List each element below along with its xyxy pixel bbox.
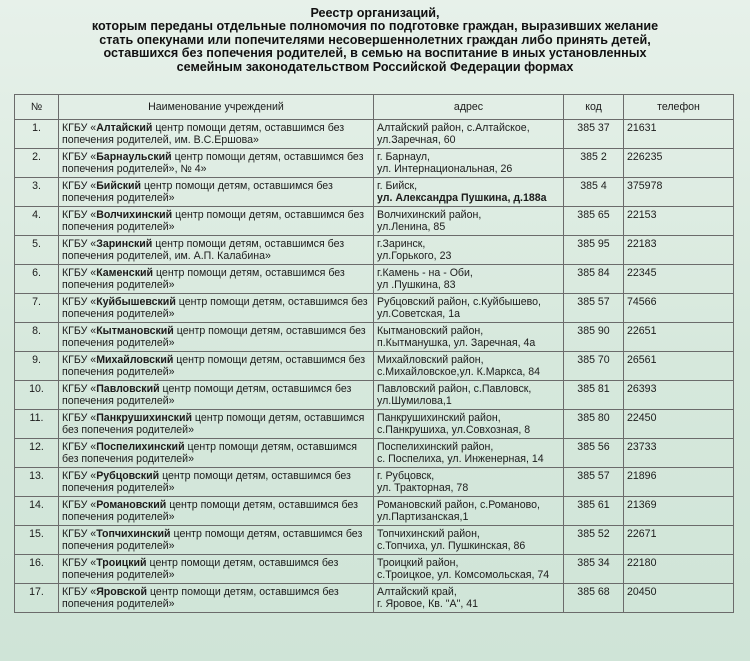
phone-number: 21369 <box>624 497 734 526</box>
org-name-prefix: КГБУ « <box>62 354 97 366</box>
org-name-prefix: КГБУ « <box>62 499 97 511</box>
phone-code: 385 70 <box>564 352 624 381</box>
org-name <box>59 236 374 265</box>
org-name-prefix: КГБУ « <box>62 267 97 279</box>
org-name-prefix: КГБУ « <box>62 209 97 221</box>
org-name <box>59 207 374 236</box>
org-name <box>59 410 374 439</box>
org-name-rest: центр помощи детям, оставшимся без попечения родителей» <box>62 586 339 611</box>
address-line-1: Романовский район, с.Романово, <box>377 499 540 511</box>
org-address <box>374 381 564 410</box>
phone-code: 385 56 <box>564 439 624 468</box>
phone-code: 385 52 <box>564 526 624 555</box>
org-name-rest: центр помощи детям, оставшимся без попечения родителей» <box>62 180 333 205</box>
phone-code: 385 80 <box>564 410 624 439</box>
title-line: Реестр организаций, <box>310 6 440 20</box>
address-line-2: ул.Шумилова,1 <box>377 395 452 408</box>
org-address <box>374 120 564 149</box>
org-name-rest: центр помощи детям, оставшимся без попечения родителей» <box>62 296 368 321</box>
org-name <box>59 468 374 497</box>
phone-number: 22183 <box>624 236 734 265</box>
org-name-district: Алтайский <box>96 122 153 134</box>
table-row <box>15 526 734 555</box>
phone-number: 22180 <box>624 555 734 584</box>
table-row <box>15 468 734 497</box>
org-name-prefix: КГБУ « <box>62 528 97 540</box>
org-name <box>59 323 374 352</box>
address-line-1: Троицкий район, <box>377 557 459 569</box>
org-address <box>374 439 564 468</box>
org-name-district: Рубцовский <box>96 470 160 482</box>
org-name-prefix: КГБУ « <box>62 180 97 192</box>
phone-number: 22651 <box>624 323 734 352</box>
org-address <box>374 178 564 207</box>
org-name-district: Бийский <box>96 180 142 192</box>
phone-number: 23733 <box>624 439 734 468</box>
org-name-prefix: КГБУ « <box>62 557 97 569</box>
org-address <box>374 526 564 555</box>
title-line: семейным законодательством Российской Федерации формах <box>176 59 574 74</box>
address-line-2: ул. Александра Пушкина, д.188а <box>377 192 547 205</box>
address-line-2: с.Топчиха, ул. Пушкинская, 86 <box>377 540 526 553</box>
address-line-1: Волчихинский район, <box>377 209 482 221</box>
org-name-prefix: КГБУ « <box>62 122 97 134</box>
phone-number: 21896 <box>624 468 734 497</box>
address-line-2: ул. Интернациональная, 26 <box>377 163 513 176</box>
org-name-rest: центр помощи детям, оставшимся без попечения родителей» <box>62 267 345 292</box>
row-number: 10. <box>15 381 59 410</box>
org-name <box>59 439 374 468</box>
address-line-2: с.Панкрушиха, ул.Совхозная, 8 <box>377 424 531 437</box>
org-address <box>374 352 564 381</box>
table-row <box>15 584 734 613</box>
phone-number: 21631 <box>624 120 734 149</box>
phone-number: 22345 <box>624 265 734 294</box>
row-number: 11. <box>15 410 59 439</box>
address-line-2: ул. Тракторная, 78 <box>377 482 469 495</box>
row-number: 15. <box>15 526 59 555</box>
org-name-district: Каменский <box>96 267 154 279</box>
org-name-district: Михайловский <box>96 354 174 366</box>
org-name-district: Романовский <box>96 499 167 511</box>
table-row <box>15 294 734 323</box>
org-name-district: Кытмановский <box>96 325 174 337</box>
address-line-2: с.Михайловское,ул. К.Маркса, 84 <box>377 366 541 379</box>
address-line-1: г.Камень - на - Оби, <box>377 267 473 279</box>
phone-code: 385 57 <box>564 294 624 323</box>
org-name-prefix: КГБУ « <box>62 238 97 250</box>
header-num: № <box>15 95 59 120</box>
address-line-1: Поспелихинский район, <box>377 441 494 453</box>
row-number: 3. <box>15 178 59 207</box>
org-name-district: Куйбышевский <box>96 296 176 308</box>
org-name-rest: центр помощи детям, оставшимся без попечения родителей», № 4» <box>62 151 364 176</box>
phone-code: 385 68 <box>564 584 624 613</box>
document-title <box>0 7 750 74</box>
org-name-rest: центр помощи детям, оставшимся без попечения родителей» <box>62 441 357 466</box>
phone-code: 385 90 <box>564 323 624 352</box>
org-name <box>59 178 374 207</box>
table-row <box>15 265 734 294</box>
table-row <box>15 555 734 584</box>
org-address <box>374 294 564 323</box>
address-line-1: Алтайский район, с.Алтайское, <box>377 122 530 134</box>
address-line-1: г.Заринск, <box>377 238 426 250</box>
row-number: 12. <box>15 439 59 468</box>
address-line-2: с.Троицкое, ул. Комсомольская, 74 <box>377 569 550 582</box>
org-name-district: Поспелихинский <box>96 441 185 453</box>
header-name: Наименование учреждений <box>59 95 374 120</box>
org-name-prefix: КГБУ « <box>62 441 97 453</box>
row-number: 4. <box>15 207 59 236</box>
org-name <box>59 497 374 526</box>
address-line-1: Панкрушихинский район, <box>377 412 501 424</box>
org-name-prefix: КГБУ « <box>62 470 97 482</box>
org-address <box>374 497 564 526</box>
phone-number: 375978 <box>624 178 734 207</box>
phone-code: 385 81 <box>564 381 624 410</box>
address-line-1: Павловский район, с.Павловск, <box>377 383 532 395</box>
org-name-prefix: КГБУ « <box>62 296 97 308</box>
table-row <box>15 497 734 526</box>
table-row <box>15 439 734 468</box>
org-address <box>374 584 564 613</box>
org-name-prefix: КГБУ « <box>62 412 97 424</box>
phone-number: 22153 <box>624 207 734 236</box>
address-line-2: ул.Горького, 23 <box>377 250 452 263</box>
org-address <box>374 555 564 584</box>
org-name-rest: центр помощи детям, оставшимся без попечения родителей» <box>62 325 366 350</box>
org-name-rest: центр помощи детям, оставшимся без попечения родителей» <box>62 557 339 582</box>
phone-code: 385 34 <box>564 555 624 584</box>
org-name-rest: центр помощи детям, оставшимся без попечения родителей, им. А.П. Калабина» <box>62 238 345 263</box>
org-address <box>374 207 564 236</box>
row-number: 9. <box>15 352 59 381</box>
org-address <box>374 236 564 265</box>
row-number: 1. <box>15 120 59 149</box>
org-name-prefix: КГБУ « <box>62 151 97 163</box>
phone-number: 20450 <box>624 584 734 613</box>
header-code: код <box>564 95 624 120</box>
phone-code: 385 65 <box>564 207 624 236</box>
org-address <box>374 149 564 178</box>
org-name-district: Волчихинский <box>96 209 173 221</box>
row-number: 17. <box>15 584 59 613</box>
address-line-2: ул.Советская, 1а <box>377 308 460 321</box>
org-name <box>59 120 374 149</box>
org-name <box>59 294 374 323</box>
table-row <box>15 323 734 352</box>
org-name-rest: центр помощи детям, оставшимся без попечения родителей» <box>62 412 365 437</box>
table-row <box>15 178 734 207</box>
phone-code: 385 2 <box>564 149 624 178</box>
phone-code: 385 84 <box>564 265 624 294</box>
phone-code: 385 57 <box>564 468 624 497</box>
phone-code: 385 37 <box>564 120 624 149</box>
address-line-1: Рубцовский район, с.Куйбышево, <box>377 296 541 308</box>
row-number: 5. <box>15 236 59 265</box>
title-line: которым переданы отдельные полномочия по подготовке граждан, выразивших желание <box>91 19 659 34</box>
table-body <box>15 120 734 613</box>
table-row <box>15 120 734 149</box>
registry-table <box>14 94 734 613</box>
org-name-rest: центр помощи детям, оставшимся без попечения родителей» <box>62 499 359 524</box>
org-name-rest: центр помощи детям, оставшимся без попечения родителей» <box>62 354 366 379</box>
row-number: 14. <box>15 497 59 526</box>
address-line-1: Кытмановский район, <box>377 325 484 337</box>
phone-number: 22671 <box>624 526 734 555</box>
org-name <box>59 352 374 381</box>
title-line: стать опекунами или попечителями несовершеннолетних граждан либо принять детей, <box>99 32 651 47</box>
org-address <box>374 410 564 439</box>
table-row <box>15 381 734 410</box>
org-name-prefix: КГБУ « <box>62 325 97 337</box>
org-name-district: Яровской <box>96 586 148 598</box>
org-name-district: Панкрушихинский <box>96 412 192 424</box>
table-header-row <box>15 95 734 120</box>
phone-code: 385 4 <box>564 178 624 207</box>
org-name-rest: центр помощи детям, оставшимся без попечения родителей» <box>62 209 364 234</box>
address-line-2: ул.Партизанская,1 <box>377 511 469 524</box>
org-name-rest: центр помощи детям, оставшимся без попечения родителей» <box>62 470 351 495</box>
org-name-rest: центр помощи детям, оставшимся без попечения родителей» <box>62 528 363 553</box>
phone-code: 385 61 <box>564 497 624 526</box>
address-line-1: Михайловский район, <box>377 354 484 366</box>
org-name <box>59 555 374 584</box>
phone-code: 385 95 <box>564 236 624 265</box>
table-row <box>15 352 734 381</box>
address-line-2: ул.Ленина, 85 <box>377 221 446 234</box>
row-number: 8. <box>15 323 59 352</box>
org-name-rest: центр помощи детям, оставшимся без попечения родителей» <box>62 383 352 408</box>
table-row <box>15 207 734 236</box>
org-name-district: Троицкий <box>96 557 147 569</box>
address-line-1: г. Барнаул, <box>377 151 431 163</box>
org-name-district: Заринский <box>96 238 153 250</box>
row-number: 6. <box>15 265 59 294</box>
row-number: 2. <box>15 149 59 178</box>
org-address <box>374 265 564 294</box>
row-number: 7. <box>15 294 59 323</box>
org-name <box>59 584 374 613</box>
title-line: оставшихся без попечения родителей, в семью на воспитание в иных установленных <box>103 46 647 61</box>
address-line-2: ул.Заречная, 60 <box>377 134 456 147</box>
phone-number: 74566 <box>624 294 734 323</box>
address-line-2: п.Кытманушка, ул. Заречная, 4а <box>377 337 536 350</box>
org-name-rest: центр помощи детям, оставшимся без попечения родителей, им. В.С.Ершова» <box>62 122 345 147</box>
phone-number: 26561 <box>624 352 734 381</box>
org-name-district: Барнаульский <box>96 151 172 163</box>
address-line-2: г. Яровое, Кв. "А", 41 <box>377 598 479 611</box>
table-row <box>15 410 734 439</box>
org-name <box>59 265 374 294</box>
org-name <box>59 381 374 410</box>
org-name-district: Павловский <box>96 383 160 395</box>
address-line-2: ул .Пушкина, 83 <box>377 279 456 292</box>
header-address: адрес <box>374 95 564 120</box>
org-name-prefix: КГБУ « <box>62 383 97 395</box>
row-number: 16. <box>15 555 59 584</box>
address-line-2: с. Поспелиха, ул. Инженерная, 14 <box>377 453 544 466</box>
table-row <box>15 236 734 265</box>
address-line-1: Топчихинский район, <box>377 528 480 540</box>
org-address <box>374 468 564 497</box>
address-line-1: г. Рубцовск, <box>377 470 435 482</box>
row-number: 13. <box>15 468 59 497</box>
phone-number: 22450 <box>624 410 734 439</box>
table-row <box>15 149 734 178</box>
org-name-prefix: КГБУ « <box>62 586 97 598</box>
org-address <box>374 323 564 352</box>
org-name <box>59 149 374 178</box>
phone-number: 226235 <box>624 149 734 178</box>
org-name-district: Топчихинский <box>96 528 171 540</box>
address-line-1: Алтайский край, <box>377 586 457 598</box>
org-name <box>59 526 374 555</box>
header-phone: телефон <box>624 95 734 120</box>
address-line-1: г. Бийск, <box>377 180 418 192</box>
phone-number: 26393 <box>624 381 734 410</box>
